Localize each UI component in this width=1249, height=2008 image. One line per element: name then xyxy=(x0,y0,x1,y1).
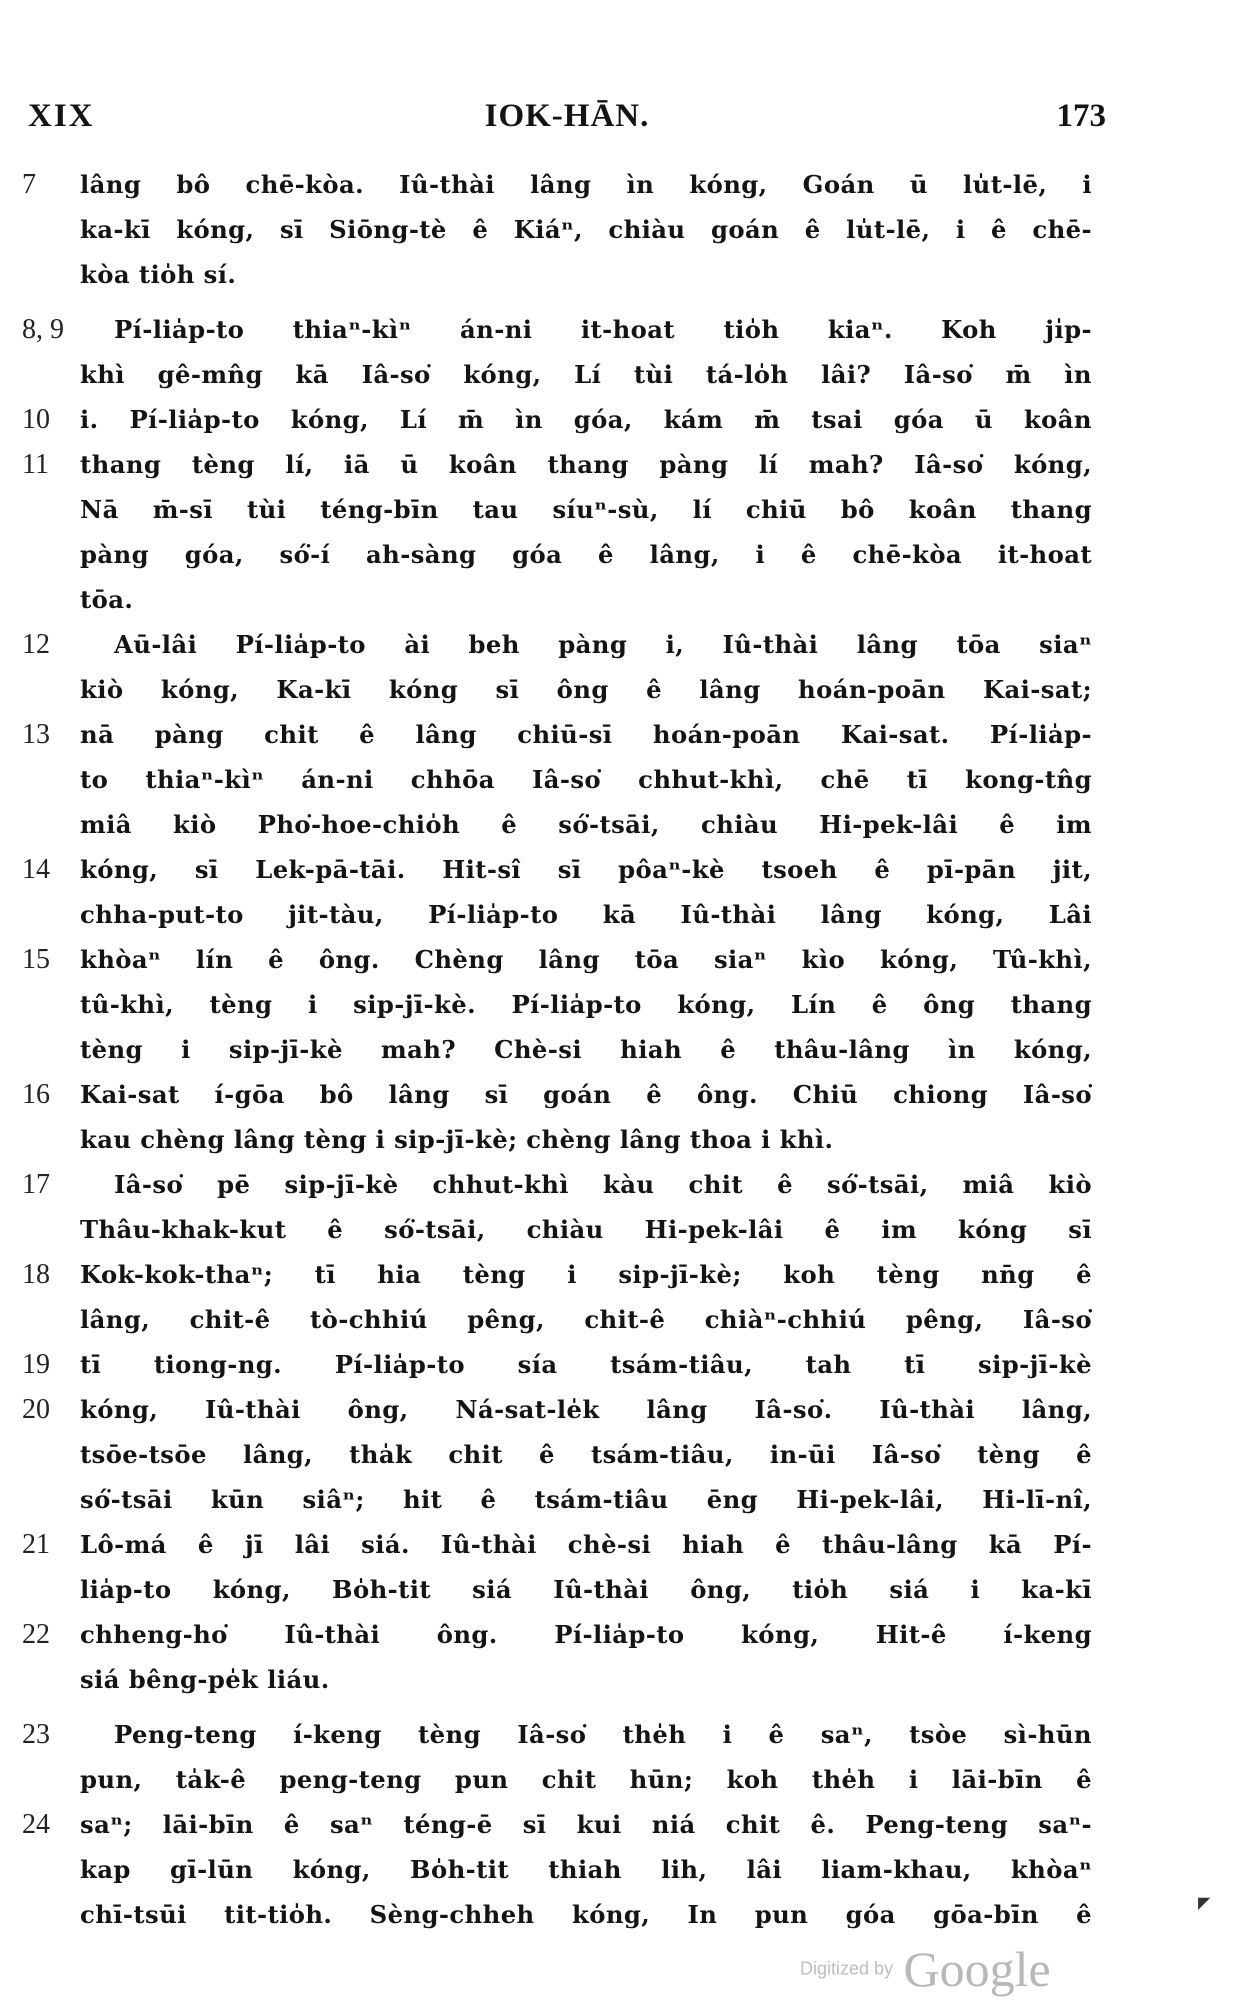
line-text: Aū-lâi Pí-lia̍p-to ài beh pàng i, Iû-thài lâng tōa siaⁿ xyxy=(114,630,1092,659)
verse-number: 18 xyxy=(22,1259,50,1290)
text-line xyxy=(22,207,1112,252)
line-text: Thâu-khak-kut ê só͘-tsāi, chiàu Hi-pek-lâi ê im kóng sī xyxy=(80,1215,1092,1244)
line-text: lâng bô chē-kòa. Iû-thài lâng ìn kóng, Goán ū lu̍t-lē, i xyxy=(80,170,1092,199)
verse-number: 8, 9 xyxy=(22,314,64,345)
text-line xyxy=(22,1027,1112,1072)
verse-number: 23 xyxy=(22,1719,50,1750)
text-line xyxy=(22,532,1112,577)
verse-number: 21 xyxy=(22,1529,50,1560)
verse-number: 13 xyxy=(22,719,50,750)
line-text: kiò kóng, Ka-kī kóng sī ông ê lâng hoán-poān Kai-sat; xyxy=(80,675,1092,704)
line-text: tōa. xyxy=(80,585,134,614)
verse-number: 24 xyxy=(22,1809,50,1840)
line-text: lâng, chit-ê tò-chhiú pêng, chit-ê chiàⁿ-chhiú pêng, Iâ-so͘ xyxy=(80,1305,1092,1334)
line-text: saⁿ; lāi-bīn ê saⁿ téng-ē sī kui niá chit ê. Peng-teng saⁿ- xyxy=(80,1810,1092,1839)
line-text: Pí-lia̍p-to thiaⁿ-kìⁿ án-ni it-hoat tio̍h kiaⁿ. Koh ji̍p- xyxy=(114,315,1092,344)
text-line xyxy=(22,1522,1112,1567)
text-line xyxy=(22,982,1112,1027)
text-line xyxy=(22,1567,1112,1612)
text-line xyxy=(22,307,1112,352)
line-text: Lô-má ê jī lâi siá. Iû-thài chè-si hiah ê thâu-lâng kā Pí- xyxy=(80,1530,1092,1559)
text-line xyxy=(22,1712,1112,1757)
text-line xyxy=(22,1612,1112,1657)
text-line xyxy=(22,1162,1112,1207)
text-line xyxy=(22,1802,1112,1847)
running-header xyxy=(28,98,1106,138)
line-text: kóng, sī Lek-pā-tāi. Hit-sî sī pôaⁿ-kè tsoeh ê pī-pān jit, xyxy=(80,855,1092,884)
paragraph-gap xyxy=(22,1702,1112,1712)
line-text: Iâ-so͘ pē sip-jī-kè chhut-khì kàu chit ê só͘-tsāi, miâ kiò xyxy=(114,1170,1092,1199)
line-text: Kai-sat í-gōa bô lâng sī goán ê ông. Chiū chiong Iâ-so͘ xyxy=(80,1080,1092,1109)
line-text: tī tiong-ng. Pí-lia̍p-to sía tsám-tiâu, tah tī sip-jī-kè xyxy=(80,1350,1092,1379)
text-line xyxy=(22,577,1112,622)
watermark-brand: Google xyxy=(903,1941,1051,1997)
verse-number: 11 xyxy=(22,449,49,480)
line-text: siá bêng-pe̍k liáu. xyxy=(80,1665,330,1694)
line-text: pun, ta̍k-ê peng-teng pun chit hūn; koh the̍h i lāi-bīn ê xyxy=(80,1765,1092,1794)
line-text: chha-put-to jit-tàu, Pí-lia̍p-to kā Iû-thài lâng kóng, Lâi xyxy=(80,900,1092,929)
line-text: chī-tsūi tit-tio̍h. Sèng-chheh kóng, In pun góa gōa-bīn ê xyxy=(80,1900,1092,1929)
line-text: só͘-tsāi kūn siâⁿ; hit ê tsám-tiâu ēng Hi-pek-lâi, Hi-lī-nî, xyxy=(80,1485,1092,1514)
text-line xyxy=(22,757,1112,802)
text-line xyxy=(22,1847,1112,1892)
line-text: lia̍p-to kóng, Bo̍h-tit siá Iû-thài ông, tio̍h siá i ka-kī xyxy=(80,1575,1092,1604)
verse-number: 22 xyxy=(22,1619,50,1650)
text-line xyxy=(22,1387,1112,1432)
verse-number: 17 xyxy=(22,1169,50,1200)
line-text: Nā m̄-sī tùi téng-bīn tau síuⁿ-sù, lí chiū bô koân thang xyxy=(80,495,1092,524)
text-line xyxy=(22,252,1112,297)
text-line xyxy=(22,712,1112,757)
line-text: to thiaⁿ-kìⁿ án-ni chhōa Iâ-so͘ chhut-khì, chē tī kong-tn̂g xyxy=(80,765,1092,794)
chapter-numeral: XIX xyxy=(28,98,95,134)
line-text: tèng i sip-jī-kè mah? Chè-si hiah ê thâu-lâng ìn kóng, xyxy=(80,1035,1092,1064)
paragraph-gap xyxy=(22,297,1112,307)
running-title: IOK-HĀN. xyxy=(484,98,650,134)
text-line xyxy=(22,1072,1112,1117)
digitized-by-watermark xyxy=(800,1940,1051,1998)
line-text: kau chèng lâng tèng i sip-jī-kè; chèng lâng thoa i khì. xyxy=(80,1125,834,1154)
text-line xyxy=(22,667,1112,712)
text-line xyxy=(22,397,1112,442)
line-text: thang tèng lí, iā ū koân thang pàng lí mah? Iâ-so͘ kóng, xyxy=(80,450,1092,479)
verse-number: 10 xyxy=(22,404,50,435)
line-text: khì gê-mn̂g kā Iâ-so͘ kóng, Lí tùi tá-lo̍h lâi? Iâ-so͘ m̄ ìn xyxy=(80,360,1092,389)
line-text: i. Pí-lia̍p-to kóng, Lí m̄ ìn góa, kám m̄ tsai góa ū koân xyxy=(80,405,1092,434)
watermark-prefix: Digitized by xyxy=(800,1958,894,1979)
text-line xyxy=(22,1342,1112,1387)
text-line xyxy=(22,442,1112,487)
verse-number: 15 xyxy=(22,944,50,975)
verse-number: 14 xyxy=(22,854,50,885)
text-line xyxy=(22,1432,1112,1477)
page-body-text xyxy=(22,162,1112,1937)
verse-number: 20 xyxy=(22,1394,50,1425)
verse-number: 7 xyxy=(22,169,36,200)
text-line xyxy=(22,1657,1112,1702)
page-number: 173 xyxy=(1056,98,1106,134)
line-text: kòa tio̍h sí. xyxy=(80,260,237,289)
text-line xyxy=(22,892,1112,937)
line-text: Kok-kok-thaⁿ; tī hia tèng i sip-jī-kè; koh tèng nn̄g ê xyxy=(80,1260,1092,1289)
text-line xyxy=(22,1117,1112,1162)
verse-number: 16 xyxy=(22,1079,50,1110)
line-text: pàng góa, só͘-í ah-sàng góa ê lâng, i ê chē-kòa it-hoat xyxy=(80,540,1092,569)
text-line xyxy=(22,937,1112,982)
text-line xyxy=(22,1892,1112,1937)
text-line xyxy=(22,1252,1112,1297)
verse-number: 12 xyxy=(22,629,50,660)
text-line xyxy=(22,1477,1112,1522)
line-text: chheng-ho͘ Iû-thài ông. Pí-lia̍p-to kóng, Hit-ê í-keng xyxy=(80,1620,1092,1649)
text-line xyxy=(22,1207,1112,1252)
line-text: kóng, Iû-thài ông, Ná-sat-le̍k lâng Iâ-so͘. Iû-thài lâng, xyxy=(80,1395,1092,1424)
line-text: nā pàng chit ê lâng chiū-sī hoán-poān Kai-sat. Pí-lia̍p- xyxy=(80,720,1092,749)
text-line xyxy=(22,162,1112,207)
line-text: khòaⁿ lín ê ông. Chèng lâng tōa siaⁿ kìo kóng, Tû-khì, xyxy=(80,945,1092,974)
line-text: kap gī-lūn kóng, Bo̍h-tit thiah lih, lâi liam-khau, khòaⁿ xyxy=(80,1855,1092,1884)
text-line xyxy=(22,1297,1112,1342)
margin-mark: ◤ xyxy=(1198,1893,1211,1912)
line-text: tû-khì, tèng i sip-jī-kè. Pí-lia̍p-to kóng, Lín ê ông thang xyxy=(80,990,1092,1019)
text-line xyxy=(22,622,1112,667)
verse-number: 19 xyxy=(22,1349,50,1380)
text-line xyxy=(22,352,1112,397)
text-line xyxy=(22,802,1112,847)
text-line xyxy=(22,847,1112,892)
text-line xyxy=(22,487,1112,532)
line-text: Peng-teng í-keng tèng Iâ-so͘ the̍h i ê saⁿ, tsòe sì-hūn xyxy=(114,1720,1092,1749)
line-text: tsōe-tsōe lâng, tha̍k chit ê tsám-tiâu, in-ūi Iâ-so͘ tèng ê xyxy=(80,1440,1092,1469)
text-line xyxy=(22,1757,1112,1802)
line-text: miâ kiò Pho͘-hoe-chio̍h ê só͘-tsāi, chiàu Hi-pek-lâi ê im xyxy=(80,810,1092,839)
line-text: ka-kī kóng, sī Siōng-tè ê Kiáⁿ, chiàu goán ê lu̍t-lē, i ê chē- xyxy=(80,215,1092,244)
